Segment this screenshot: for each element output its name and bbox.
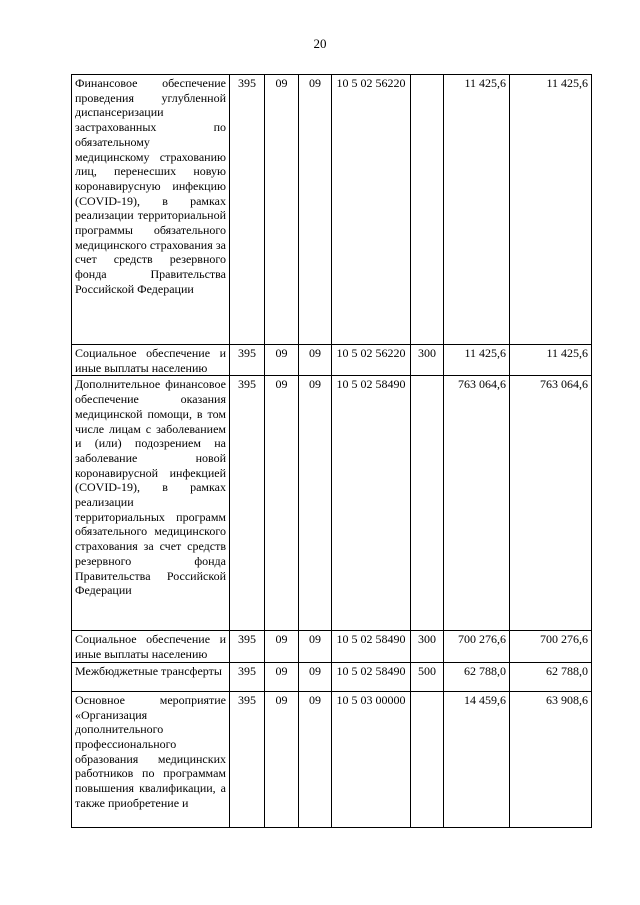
page-number: 20 [313,36,327,51]
amount-1: 14 459,6 [444,691,510,827]
expense-type-code: 300 [411,631,444,662]
table-row [72,376,592,631]
amount-2: 763 064,6 [510,376,592,631]
ministry-code: 395 [230,376,265,631]
subsection-code: 09 [299,345,332,376]
amount-2: 63 908,6 [510,691,592,827]
amount-2: 11 425,6 [510,75,592,345]
table-row [72,691,592,827]
amount-1: 763 064,6 [444,376,510,631]
target-article-code: 10 5 02 56220 [332,345,411,376]
subsection-code: 09 [299,631,332,662]
ministry-code: 395 [230,691,265,827]
budget-table [71,74,592,828]
expense-type-code [411,691,444,827]
target-article-code: 10 5 02 58490 [332,376,411,631]
ministry-code: 395 [230,662,265,691]
row-name: Межбюджетные трансферты [72,662,230,691]
amount-2: 700 276,6 [510,631,592,662]
ministry-code: 395 [230,345,265,376]
expense-type-code: 500 [411,662,444,691]
section-code: 09 [265,345,299,376]
section-code: 09 [265,75,299,345]
section-code: 09 [265,691,299,827]
amount-1: 62 788,0 [444,662,510,691]
row-name: Финансовое обеспечение проведения углубленной диспансеризации застрахованных по обязательному медицинскому страхованию лиц, перенесших новую коронавирусную инфекцию (COVID-19), в рамках реализации территориальной программы обязательного медицинского страхования за счет средств резервного фонда Правительства Российской Федерации [72,75,230,345]
ministry-code: 395 [230,631,265,662]
table-row [72,345,592,376]
row-name: Социальное обеспечение и иные выплаты населению [72,631,230,662]
row-name: Социальное обеспечение и иные выплаты населению [72,345,230,376]
subsection-code: 09 [299,376,332,631]
row-name: Дополнительное финансовое обеспечение оказания медицинской помощи, в том числе лицам с заболеванием и (или) подозрением на заболевание новой коронавирусной инфекцией (COVID-19), в рамках реализации территориальных программ обязательного медицинского страхования за счет средств резервного фонда Правительства Российской Федерации [72,376,230,631]
target-article-code: 10 5 02 56220 [332,75,411,345]
subsection-code: 09 [299,691,332,827]
subsection-code: 09 [299,75,332,345]
table-row [72,631,592,662]
ministry-code: 395 [230,75,265,345]
amount-1: 700 276,6 [444,631,510,662]
target-article-code: 10 5 03 00000 [332,691,411,827]
table-row [72,662,592,691]
subsection-code: 09 [299,662,332,691]
section-code: 09 [265,662,299,691]
target-article-code: 10 5 02 58490 [332,662,411,691]
expense-type-code: 300 [411,345,444,376]
row-name: Основное мероприятие «Организация дополнительного профессионального образования медицинских работников по программам повышения квалификации, а также приобретение и [72,691,230,827]
section-code: 09 [265,631,299,662]
amount-2: 62 788,0 [510,662,592,691]
expense-type-code [411,75,444,345]
expense-type-code [411,376,444,631]
amount-1: 11 425,6 [444,345,510,376]
table-row [72,75,592,345]
amount-1: 11 425,6 [444,75,510,345]
section-code: 09 [265,376,299,631]
target-article-code: 10 5 02 58490 [332,631,411,662]
amount-2: 11 425,6 [510,345,592,376]
